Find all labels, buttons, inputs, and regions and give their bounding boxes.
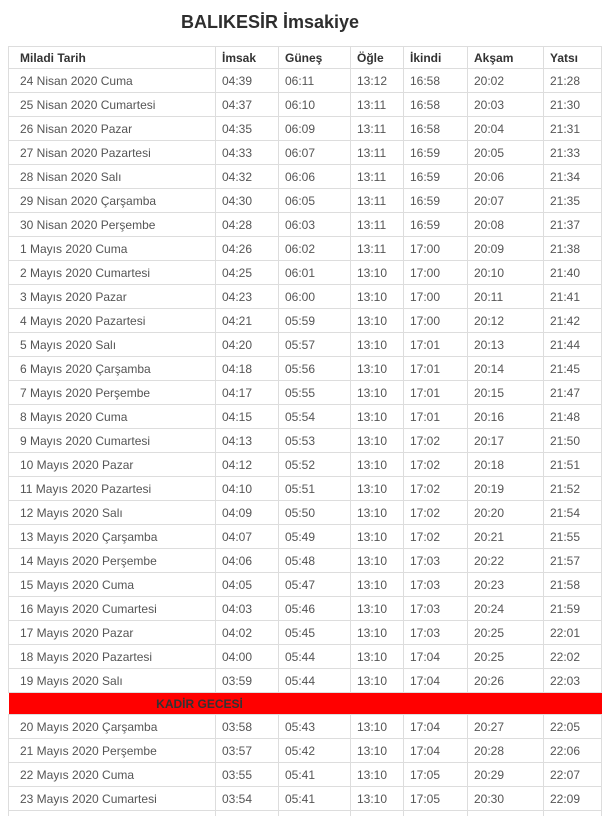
time-cell: 06:10 [279,93,351,117]
time-cell: 21:31 [544,117,602,141]
time-cell: 05:46 [279,597,351,621]
time-cell: 04:23 [216,285,279,309]
time-cell: 04:26 [216,237,279,261]
time-cell: 04:18 [216,357,279,381]
time-cell: 13:11 [351,93,404,117]
table-row [9,573,602,597]
time-cell: 05:49 [279,525,351,549]
time-cell: 21:40 [544,261,602,285]
time-cell: 21:28 [544,69,602,93]
time-cell: 13:11 [351,213,404,237]
time-cell: 20:04 [468,117,544,141]
column-header-imsak: İmsak [216,47,279,69]
time-cell: 13:10 [351,525,404,549]
time-cell: 04:00 [216,645,279,669]
time-cell: 20:22 [468,549,544,573]
time-cell: 21:54 [544,501,602,525]
date-cell: 24 Nisan 2020 Cuma [9,69,216,93]
time-cell: 05:44 [279,645,351,669]
time-cell: 20:08 [468,213,544,237]
time-cell: 05:42 [279,739,351,763]
page-title: BALIKESİR İmsakiye [180,12,360,32]
time-cell: 21:34 [544,165,602,189]
time-cell: 04:03 [216,597,279,621]
time-cell: 06:03 [279,213,351,237]
header-row [9,47,602,69]
time-cell: 22:07 [544,763,602,787]
time-cell: 17:05 [404,763,468,787]
time-cell: 22:03 [544,669,602,693]
time-cell: 04:37 [216,93,279,117]
time-cell: 20:29 [468,763,544,787]
table-row [9,501,602,525]
time-cell: 22:05 [544,715,602,739]
table-row [9,739,602,763]
time-cell: 05:44 [279,669,351,693]
date-cell: 18 Mayıs 2020 Pazartesi [9,645,216,669]
time-cell: 21:37 [544,213,602,237]
time-cell: 04:10 [216,477,279,501]
time-cell: 06:11 [279,69,351,93]
time-cell: 16:59 [404,165,468,189]
time-cell: 20:20 [468,501,544,525]
time-cell: 17:00 [404,237,468,261]
table-row [9,213,602,237]
time-cell: 17:04 [404,739,468,763]
table-row [9,787,602,811]
time-cell: 21:41 [544,285,602,309]
banner-cell [9,693,602,715]
time-cell: 21:57 [544,549,602,573]
time-cell: 13:12 [351,69,404,93]
time-cell [544,811,602,816]
time-cell: 06:07 [279,141,351,165]
date-cell: 27 Nisan 2020 Pazartesi [9,141,216,165]
time-cell: 06:05 [279,189,351,213]
time-cell: 16:58 [404,69,468,93]
time-cell: 21:42 [544,309,602,333]
time-cell: 13:10 [351,621,404,645]
time-cell: 17:03 [404,621,468,645]
time-cell [279,811,351,816]
time-cell: 13:10 [351,669,404,693]
time-cell: 04:13 [216,429,279,453]
time-cell: 20:12 [468,309,544,333]
table-row [9,69,602,93]
time-cell: 05:52 [279,453,351,477]
time-cell: 04:02 [216,621,279,645]
time-cell: 13:11 [351,189,404,213]
table-row [9,357,602,381]
time-cell: 03:55 [216,763,279,787]
time-cell: 22:09 [544,787,602,811]
time-cell: 13:10 [351,715,404,739]
time-cell: 17:01 [404,357,468,381]
time-cell: 20:26 [468,669,544,693]
table-row [9,285,602,309]
time-cell: 13:10 [351,763,404,787]
time-cell: 13:10 [351,549,404,573]
time-cell [351,811,404,816]
table-row [9,645,602,669]
time-cell: 16:58 [404,117,468,141]
date-cell: 7 Mayıs 2020 Perşembe [9,381,216,405]
time-cell: 13:10 [351,787,404,811]
time-cell: 20:14 [468,357,544,381]
table-row [9,189,602,213]
table-row [9,141,602,165]
table-row [9,237,602,261]
time-cell: 21:50 [544,429,602,453]
time-cell: 06:09 [279,117,351,141]
kadir-gecesi-banner-row [9,693,602,715]
time-cell: 17:04 [404,715,468,739]
time-cell: 13:10 [351,501,404,525]
time-cell: 20:27 [468,715,544,739]
time-cell: 20:11 [468,285,544,309]
date-cell: 3 Mayıs 2020 Pazar [9,285,216,309]
time-cell: 04:21 [216,309,279,333]
time-cell: 13:10 [351,333,404,357]
time-cell: 06:06 [279,165,351,189]
time-cell: 17:02 [404,477,468,501]
time-cell: 13:10 [351,381,404,405]
time-cell: 21:59 [544,597,602,621]
time-cell: 13:10 [351,597,404,621]
time-cell: 21:52 [544,477,602,501]
time-cell: 04:25 [216,261,279,285]
date-cell: 8 Mayıs 2020 Cuma [9,405,216,429]
table-row [9,333,602,357]
time-cell: 05:50 [279,501,351,525]
time-cell: 03:58 [216,715,279,739]
date-cell: 16 Mayıs 2020 Cumartesi [9,597,216,621]
time-cell: 04:05 [216,573,279,597]
time-cell: 22:06 [544,739,602,763]
time-cell: 21:44 [544,333,602,357]
time-cell: 13:10 [351,739,404,763]
table-row [9,549,602,573]
date-cell: 19 Mayıs 2020 Salı [9,669,216,693]
time-cell [468,811,544,816]
time-cell: 04:07 [216,525,279,549]
time-cell: 13:11 [351,117,404,141]
time-cell: 06:00 [279,285,351,309]
time-cell: 16:59 [404,213,468,237]
time-cell: 20:25 [468,645,544,669]
date-cell: 22 Mayıs 2020 Cuma [9,763,216,787]
time-cell: 13:11 [351,237,404,261]
time-cell: 21:38 [544,237,602,261]
table-row [9,309,602,333]
time-cell: 20:25 [468,621,544,645]
time-cell: 04:39 [216,69,279,93]
time-cell: 20:23 [468,573,544,597]
time-cell: 04:33 [216,141,279,165]
table-row [9,453,602,477]
time-cell: 20:17 [468,429,544,453]
time-cell: 21:33 [544,141,602,165]
date-cell: 11 Mayıs 2020 Pazartesi [9,477,216,501]
time-cell: 13:10 [351,645,404,669]
time-cell: 13:10 [351,357,404,381]
time-cell: 13:10 [351,285,404,309]
date-cell: 1 Mayıs 2020 Cuma [9,237,216,261]
time-cell: 17:02 [404,501,468,525]
time-cell: 20:30 [468,787,544,811]
column-header-ogle: Öğle [351,47,404,69]
time-cell: 17:05 [404,787,468,811]
time-cell: 21:51 [544,453,602,477]
time-cell: 20:15 [468,381,544,405]
time-cell: 17:02 [404,525,468,549]
date-cell: 20 Mayıs 2020 Çarşamba [9,715,216,739]
time-cell: 20:18 [468,453,544,477]
time-cell: 04:09 [216,501,279,525]
time-cell: 21:48 [544,405,602,429]
time-cell: 17:04 [404,669,468,693]
time-cell: 04:32 [216,165,279,189]
time-cell: 17:03 [404,597,468,621]
date-cell: 26 Nisan 2020 Pazar [9,117,216,141]
time-cell: 13:10 [351,453,404,477]
date-cell: 10 Mayıs 2020 Pazar [9,453,216,477]
time-cell: 21:30 [544,93,602,117]
time-cell: 20:02 [468,69,544,93]
time-cell: 13:10 [351,261,404,285]
date-cell: 2 Mayıs 2020 Cumartesi [9,261,216,285]
time-cell: 05:45 [279,621,351,645]
time-cell: 13:10 [351,573,404,597]
time-cell: 17:01 [404,405,468,429]
time-cell: 05:51 [279,477,351,501]
time-cell: 17:03 [404,549,468,573]
time-cell: 05:41 [279,787,351,811]
table-row [9,715,602,739]
time-cell: 05:48 [279,549,351,573]
date-cell: 15 Mayıs 2020 Cuma [9,573,216,597]
date-cell: 23 Mayıs 2020 Cumartesi [9,787,216,811]
time-cell: 05:55 [279,381,351,405]
time-cell: 05:41 [279,763,351,787]
time-cell: 20:21 [468,525,544,549]
time-cell: 17:01 [404,333,468,357]
column-header-gunes: Güneş [279,47,351,69]
date-cell [9,811,216,816]
time-cell: 20:06 [468,165,544,189]
time-cell: 13:10 [351,405,404,429]
table-row [9,117,602,141]
time-cell: 20:09 [468,237,544,261]
column-header-yatsi: Yatsı [544,47,602,69]
banner-label: KADİR GECESİ [156,697,243,711]
time-cell [404,811,468,816]
time-cell: 16:59 [404,141,468,165]
time-cell: 17:02 [404,429,468,453]
time-cell: 04:17 [216,381,279,405]
time-cell: 17:04 [404,645,468,669]
time-cell: 05:47 [279,573,351,597]
time-cell: 16:58 [404,93,468,117]
time-cell: 20:07 [468,189,544,213]
time-cell: 17:03 [404,573,468,597]
time-cell: 20:19 [468,477,544,501]
time-cell: 17:01 [404,381,468,405]
time-cell: 21:58 [544,573,602,597]
time-cell: 04:06 [216,549,279,573]
time-cell: 20:05 [468,141,544,165]
time-cell: 22:02 [544,645,602,669]
time-cell [216,811,279,816]
column-header-aksam: Akşam [468,47,544,69]
time-cell: 05:59 [279,309,351,333]
partial-row [9,811,602,816]
date-cell: 13 Mayıs 2020 Çarşamba [9,525,216,549]
time-cell: 13:10 [351,309,404,333]
time-cell: 20:16 [468,405,544,429]
table-row [9,261,602,285]
time-cell: 20:10 [468,261,544,285]
time-cell: 13:11 [351,141,404,165]
time-cell: 20:03 [468,93,544,117]
time-cell: 04:12 [216,453,279,477]
time-cell: 03:57 [216,739,279,763]
time-cell: 20:24 [468,597,544,621]
table-row [9,429,602,453]
time-cell: 16:59 [404,189,468,213]
table-row [9,477,602,501]
table-row [9,597,602,621]
time-cell: 04:15 [216,405,279,429]
time-cell: 17:02 [404,453,468,477]
date-cell: 14 Mayıs 2020 Perşembe [9,549,216,573]
table-row [9,165,602,189]
date-cell: 12 Mayıs 2020 Salı [9,501,216,525]
time-cell: 05:56 [279,357,351,381]
kadir-gecesi-banner [9,693,602,714]
time-cell: 21:55 [544,525,602,549]
table-row [9,621,602,645]
time-cell: 04:35 [216,117,279,141]
table-row [9,525,602,549]
time-cell: 13:10 [351,477,404,501]
time-cell: 03:59 [216,669,279,693]
time-cell: 22:01 [544,621,602,645]
date-cell: 5 Mayıs 2020 Salı [9,333,216,357]
table-row [9,763,602,787]
time-cell: 03:54 [216,787,279,811]
time-cell: 04:30 [216,189,279,213]
prayer-times-table [8,46,602,816]
time-cell: 21:47 [544,381,602,405]
date-cell: 28 Nisan 2020 Salı [9,165,216,189]
date-cell: 9 Mayıs 2020 Cumartesi [9,429,216,453]
time-cell: 20:13 [468,333,544,357]
time-cell: 05:54 [279,405,351,429]
date-cell: 29 Nisan 2020 Çarşamba [9,189,216,213]
table-row [9,405,602,429]
date-cell: 4 Mayıs 2020 Pazartesi [9,309,216,333]
time-cell: 13:10 [351,429,404,453]
time-cell: 06:02 [279,237,351,261]
time-cell: 05:53 [279,429,351,453]
time-cell: 04:28 [216,213,279,237]
time-cell: 04:20 [216,333,279,357]
date-cell: 17 Mayıs 2020 Pazar [9,621,216,645]
time-cell: 05:43 [279,715,351,739]
time-cell: 20:28 [468,739,544,763]
date-cell: 6 Mayıs 2020 Çarşamba [9,357,216,381]
date-cell: 30 Nisan 2020 Perşembe [9,213,216,237]
column-header-ikindi: İkindi [404,47,468,69]
time-cell: 21:45 [544,357,602,381]
column-header-miladi-tarih: Miladi Tarih [9,47,216,69]
table-row [9,669,602,693]
table-header [9,47,602,69]
time-cell: 17:00 [404,261,468,285]
table-row [9,93,602,117]
time-cell: 13:11 [351,165,404,189]
time-cell: 17:00 [404,285,468,309]
date-cell: 25 Nisan 2020 Cumartesi [9,93,216,117]
table-body [9,69,602,816]
time-cell: 21:35 [544,189,602,213]
time-cell: 06:01 [279,261,351,285]
date-cell: 21 Mayıs 2020 Perşembe [9,739,216,763]
time-cell: 05:57 [279,333,351,357]
table-row [9,381,602,405]
time-cell: 17:00 [404,309,468,333]
